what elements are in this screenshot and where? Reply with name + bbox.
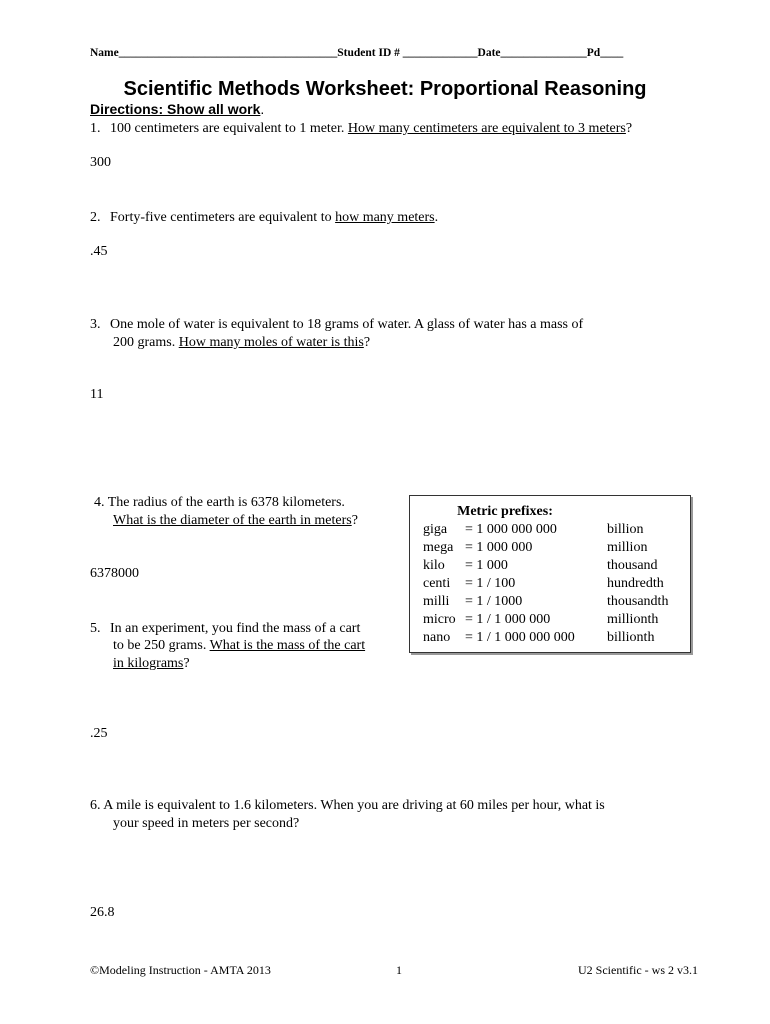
question-2	[90, 209, 438, 227]
question-4	[94, 494, 345, 512]
prefix-name: kilo	[423, 558, 445, 573]
question-text: 200 grams.	[113, 335, 179, 350]
question-3	[90, 316, 583, 334]
answer-5: .25	[90, 726, 108, 741]
answer-4: 6378000	[90, 566, 139, 581]
question-text: One mole of water is equivalent to 18 grams of water. A glass of water has a mass of	[110, 317, 584, 332]
question-6-line-2: your speed in meters per second?	[113, 816, 300, 831]
page-title: Scientific Methods Worksheet: Proportional Reasoning	[123, 78, 647, 100]
prefix-value: = 1 000 000	[465, 540, 533, 555]
question-text-underlined: how many meters	[335, 210, 435, 225]
question-1	[90, 120, 632, 138]
prefix-value: = 1 / 1 000 000	[465, 612, 551, 627]
prefix-word: thousand	[607, 558, 658, 573]
question-text-end: ?	[351, 513, 358, 528]
prefix-name: nano	[423, 630, 451, 645]
prefix-value: = 1 000 000 000	[465, 522, 557, 537]
prefix-word: thousandth	[607, 594, 669, 609]
directions-punct: .	[260, 101, 265, 117]
pd-blank[interactable]: ____	[600, 47, 624, 59]
question-text-underlined: in kilograms	[113, 656, 184, 671]
directions-label: Directions: Show all work	[90, 101, 261, 117]
question-4-line-2	[113, 512, 358, 530]
prefix-name: centi	[423, 576, 451, 591]
question-5	[90, 620, 360, 638]
prefix-word: million	[607, 540, 648, 555]
date-blank[interactable]: _______________	[500, 47, 587, 59]
question-number: 6.	[90, 798, 101, 813]
student-id-label: Student ID #	[337, 47, 400, 59]
prefix-value: = 1 000	[465, 558, 508, 573]
answer-2: .45	[90, 244, 108, 259]
question-text: Forty-five centimeters are equivalent to	[110, 210, 336, 225]
question-number: 2.	[90, 210, 101, 225]
footer-copyright: ©Modeling Instruction - AMTA 2013	[90, 963, 271, 977]
metric-prefixes-title: Metric prefixes:	[457, 504, 553, 519]
prefix-word: billion	[607, 522, 644, 537]
question-3-line-2	[113, 334, 370, 352]
prefix-word: millionth	[607, 612, 659, 627]
question-text: In an experiment, you find the mass of a cart	[110, 621, 361, 636]
header-fields	[90, 47, 623, 59]
question-number: 1.	[90, 121, 101, 136]
question-5-line-3	[113, 655, 190, 673]
footer-worksheet-id: U2 Scientific - ws 2 v3.1	[578, 963, 698, 977]
question-text: to be 250 grams.	[113, 638, 210, 653]
prefix-word: hundredth	[607, 576, 664, 591]
prefix-name: milli	[423, 594, 450, 609]
student-id-blank[interactable]: _____________	[402, 47, 478, 59]
answer-3: 11	[90, 387, 104, 402]
prefix-value: = 1 / 1 000 000 000	[465, 630, 575, 645]
question-6	[90, 797, 605, 815]
prefix-word: billionth	[607, 630, 655, 645]
question-text-underlined: How many centimeters are equivalent to 3 meters	[347, 121, 626, 136]
directions	[90, 101, 264, 117]
question-text: 100 centimeters are equivalent to 1 meter.	[110, 121, 348, 136]
prefix-value: = 1 / 1000	[465, 594, 523, 609]
prefix-name: giga	[423, 522, 448, 537]
date-label: Date	[477, 47, 501, 59]
question-text-end: ?	[625, 121, 633, 136]
prefix-name: micro	[423, 612, 456, 627]
question-5-line-2	[113, 637, 365, 655]
question-text-underlined: What is the mass of the cart	[209, 638, 366, 653]
question-number: 3.	[90, 317, 101, 332]
question-text-end: ?	[363, 335, 371, 350]
question-text-end: ?	[183, 656, 190, 671]
answer-6: 26.8	[90, 905, 115, 920]
question-number: 5.	[90, 621, 101, 636]
footer-page-number: 1	[396, 963, 402, 977]
question-text-underlined: How many moles of water is this	[178, 335, 364, 350]
prefix-value: = 1 / 100	[465, 576, 516, 591]
name-blank[interactable]: ______________________________________	[118, 47, 338, 59]
name-label: Name	[90, 47, 119, 59]
question-text: The radius of the earth is 6378 kilometers.	[107, 495, 345, 510]
question-number: 4.	[94, 495, 105, 510]
question-text-end: .	[434, 210, 439, 225]
answer-1: 300	[90, 155, 111, 170]
question-text: A mile is equivalent to 1.6 kilometers. When you are driving at 60 miles per hour, what is	[103, 798, 605, 813]
pd-label: Pd	[586, 47, 601, 59]
question-text-underlined: What is the diameter of the earth in meters	[113, 513, 352, 528]
metric-prefixes-box	[409, 495, 691, 653]
prefix-name: mega	[423, 540, 454, 555]
